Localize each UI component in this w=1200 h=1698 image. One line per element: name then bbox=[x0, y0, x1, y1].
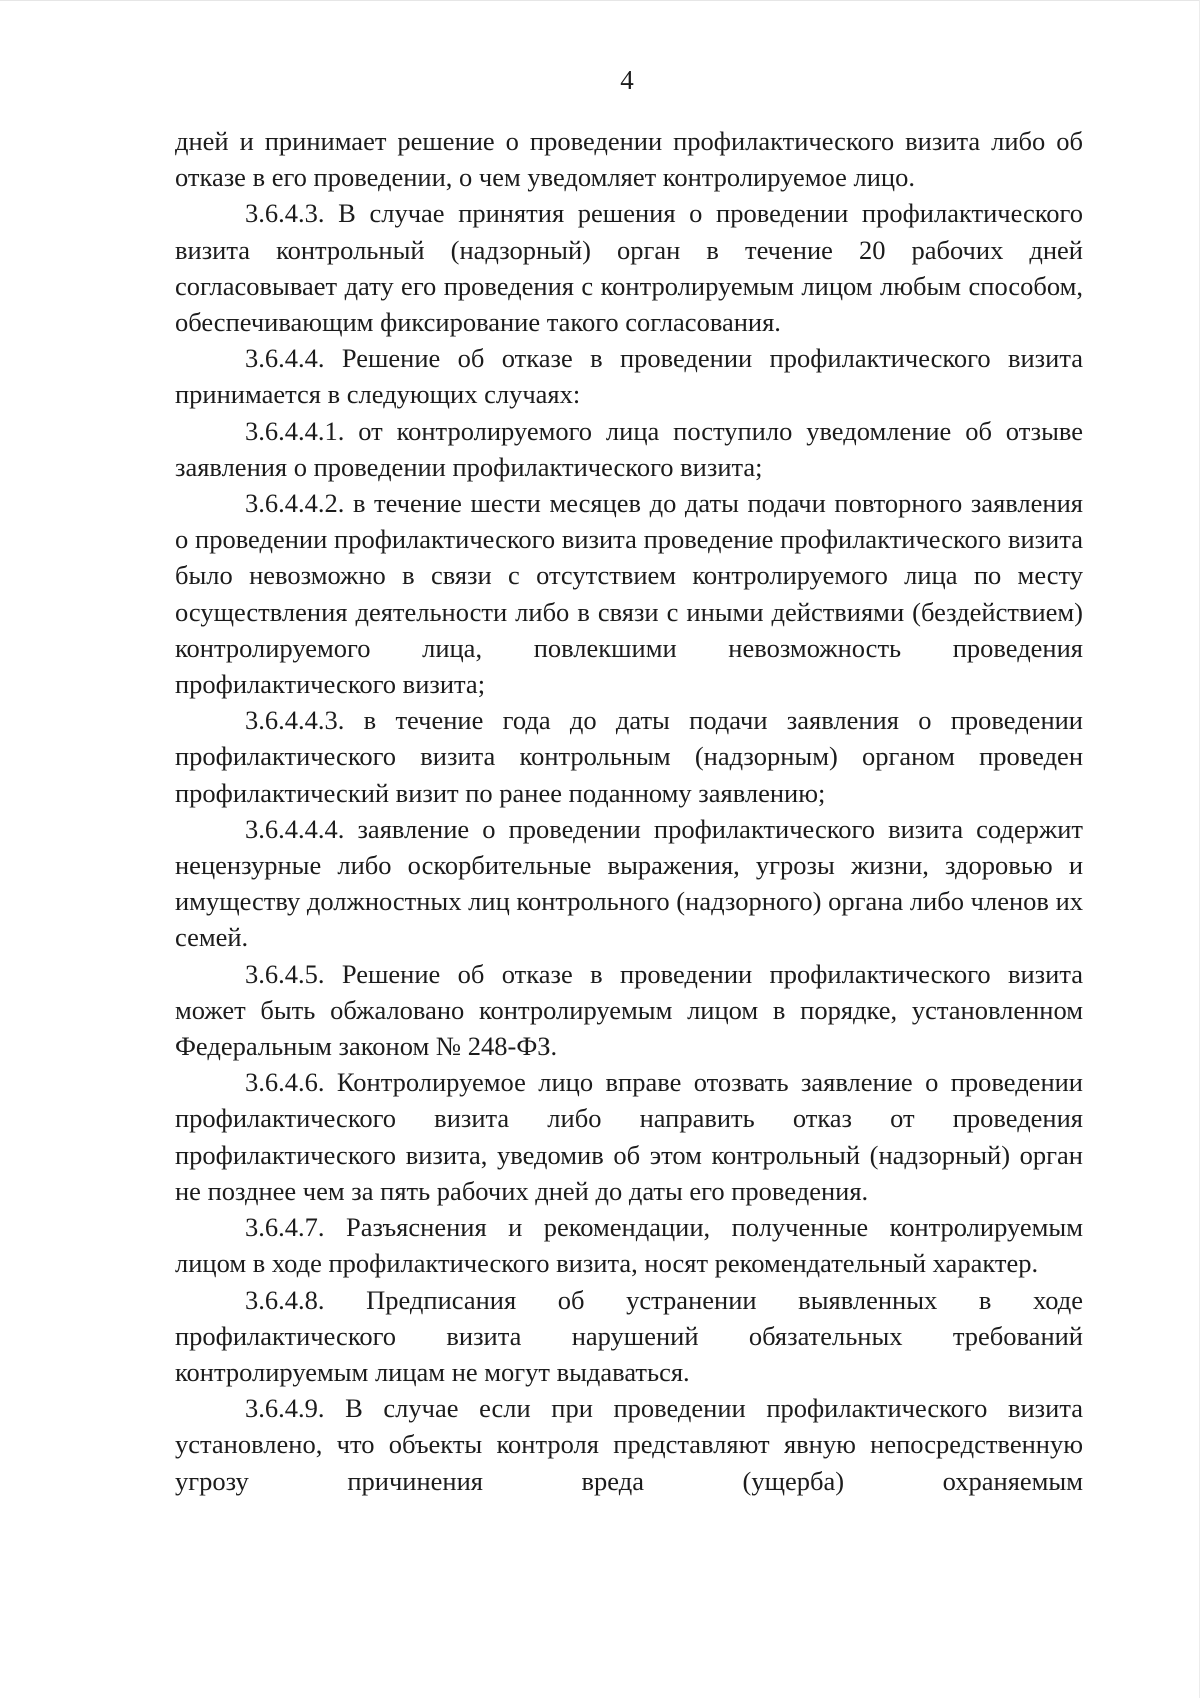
paragraph-3-6-4-9: 3.6.4.9. В случае если при проведении профилактического визита установлено, что объекты контроля представляют явную непосредственную угрозу причинения вреда (ущерба) охраняемым bbox=[175, 1393, 1083, 1496]
paragraph-3-6-4-4-4: 3.6.4.4.4. заявление о проведении профилактического визита содержит нецензурные либо оскорбительные выражения, угрозы жизни, здоровью и имуществу должностных лиц контрольного (надзорного) органа либо членов их семей. bbox=[175, 813, 1083, 953]
paragraph-3-6-4-4-1: 3.6.4.4.1. от контролируемого лица поступило уведомление об отзыве заявления о проведении профилактического визита; bbox=[175, 415, 1083, 482]
paragraph-3-6-4-5: 3.6.4.5. Решение об отказе в проведении профилактического визита может быть обжаловано контролируемым лицом в порядке, установленном Федеральным законом № 248-ФЗ. bbox=[175, 958, 1083, 1062]
paragraph-3-6-4-4: 3.6.4.4. Решение об отказе в проведении профилактического визита принимается в следующих случаях: bbox=[175, 343, 1083, 410]
page-number: 4 bbox=[620, 65, 634, 95]
paragraph-3-6-4-6: 3.6.4.6. Контролируемое лицо вправе отозвать заявление о проведении профилактического визита либо направить отказ от проведения профилактического визита, уведомив об этом контрольный (надзорный) орган не позднее чем за пять рабочих дней до даты его проведения. bbox=[175, 1067, 1083, 1206]
paragraph-3-6-4-4-3: 3.6.4.4.3. в течение года до даты подачи заявления о проведении профилактического визита контрольным (надзорным) органом проведен профилактический визит по ранее поданному заявлению; bbox=[175, 705, 1083, 808]
paragraph-continuation: дней и принимает решение о проведении профилактического визита либо об отказе в его проведении, о чем уведомляет контролируемое лицо. bbox=[175, 126, 1083, 193]
document-body bbox=[175, 123, 1083, 1499]
paragraph-3-6-4-7: 3.6.4.7. Разъяснения и рекомендации, полученные контролируемым лицом в ходе профилактического визита, носят рекомендательный характер. bbox=[175, 1212, 1083, 1279]
paragraph-3-6-4-4-2: 3.6.4.4.2. в течение шести месяцев до даты подачи повторного заявления о проведении профилактического визита проведение профилактического визита было невозможно в связи с отсутствием контролируемого лица по месту осуществления деятельности либо в связи с иными действиями (бездействием) контролируемого лица, повлекшими невозможность проведения профилактического визита; bbox=[175, 488, 1083, 700]
paragraph-3-6-4-3: 3.6.4.3. В случае принятия решения о проведении профилактического визита контрольный (надзорный) орган в течение 20 рабочих дней согласовывает дату его проведения с контролируемым лицом любым способом, обеспечивающим фиксирование такого согласования. bbox=[175, 198, 1083, 338]
paragraph-3-6-4-8: 3.6.4.8. Предписания об устранении выявленных в ходе профилактического визита нарушений обязательных требований контролируемым лицам не могут выдаваться. bbox=[175, 1284, 1083, 1387]
scan-edge-top bbox=[0, 0, 1200, 1]
